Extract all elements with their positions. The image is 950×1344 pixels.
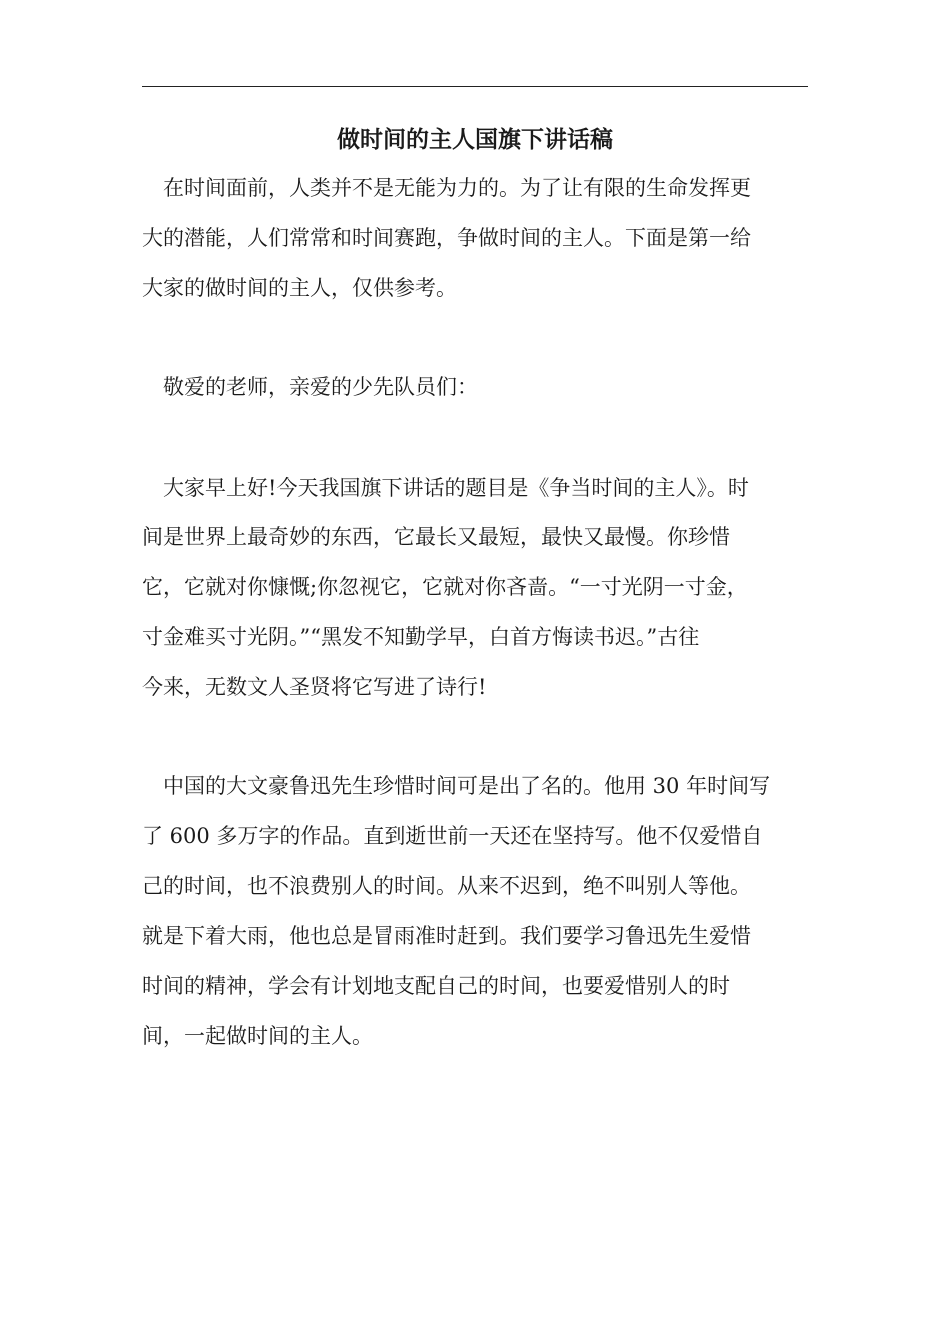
- text-line: 大家的做时间的主人，仅供参考。: [142, 276, 457, 300]
- text-line: 己的时间，也不浪费别人的时间。从来不迟到，绝不叫别人等他。: [142, 874, 751, 898]
- text-line: 寸金难买寸光阴。”“黑发不知勤学早，白首方悔读书迟。”古往: [142, 625, 700, 649]
- document-title: 做时间的主人国旗下讲话稿: [337, 126, 613, 153]
- text-line: 它，它就对你慷慨;你忽视它，它就对你吝啬。“一寸光阴一寸金，: [142, 575, 748, 599]
- text-line: 间，一起做时间的主人。: [142, 1024, 373, 1048]
- text-line: 在时间面前，人类并不是无能为力的。为了让有限的生命发挥更: [142, 176, 751, 200]
- salutation-line: 敬爱的老师，亲爱的少先队员们：: [142, 375, 478, 399]
- text-line: 了 600 多万字的作品。直到逝世前一天还在坚持写。他不仅爱惜自: [142, 824, 763, 848]
- text-line: 今来，无数文人圣贤将它写进了诗行!: [142, 675, 487, 699]
- text-line: 中国的大文豪鲁迅先生珍惜时间可是出了名的。他用 30 年时间写: [142, 774, 771, 798]
- text-line: 间是世界上最奇妙的东西，它最长又最短，最快又最慢。你珍惜: [142, 525, 730, 549]
- text-line: 大家早上好!今天我国旗下讲话的题目是《争当时间的主人》。时: [142, 476, 749, 500]
- text-line: 时间的精神，学会有计划地支配自己的时间，也要爱惜别人的时: [142, 974, 730, 998]
- text-line: 大的潜能，人们常常和时间赛跑，争做时间的主人。下面是第一给: [142, 226, 751, 250]
- header-rule: [142, 86, 808, 87]
- text-line: 就是下着大雨，他也总是冒雨准时赶到。我们要学习鲁迅先生爱惜: [142, 924, 751, 948]
